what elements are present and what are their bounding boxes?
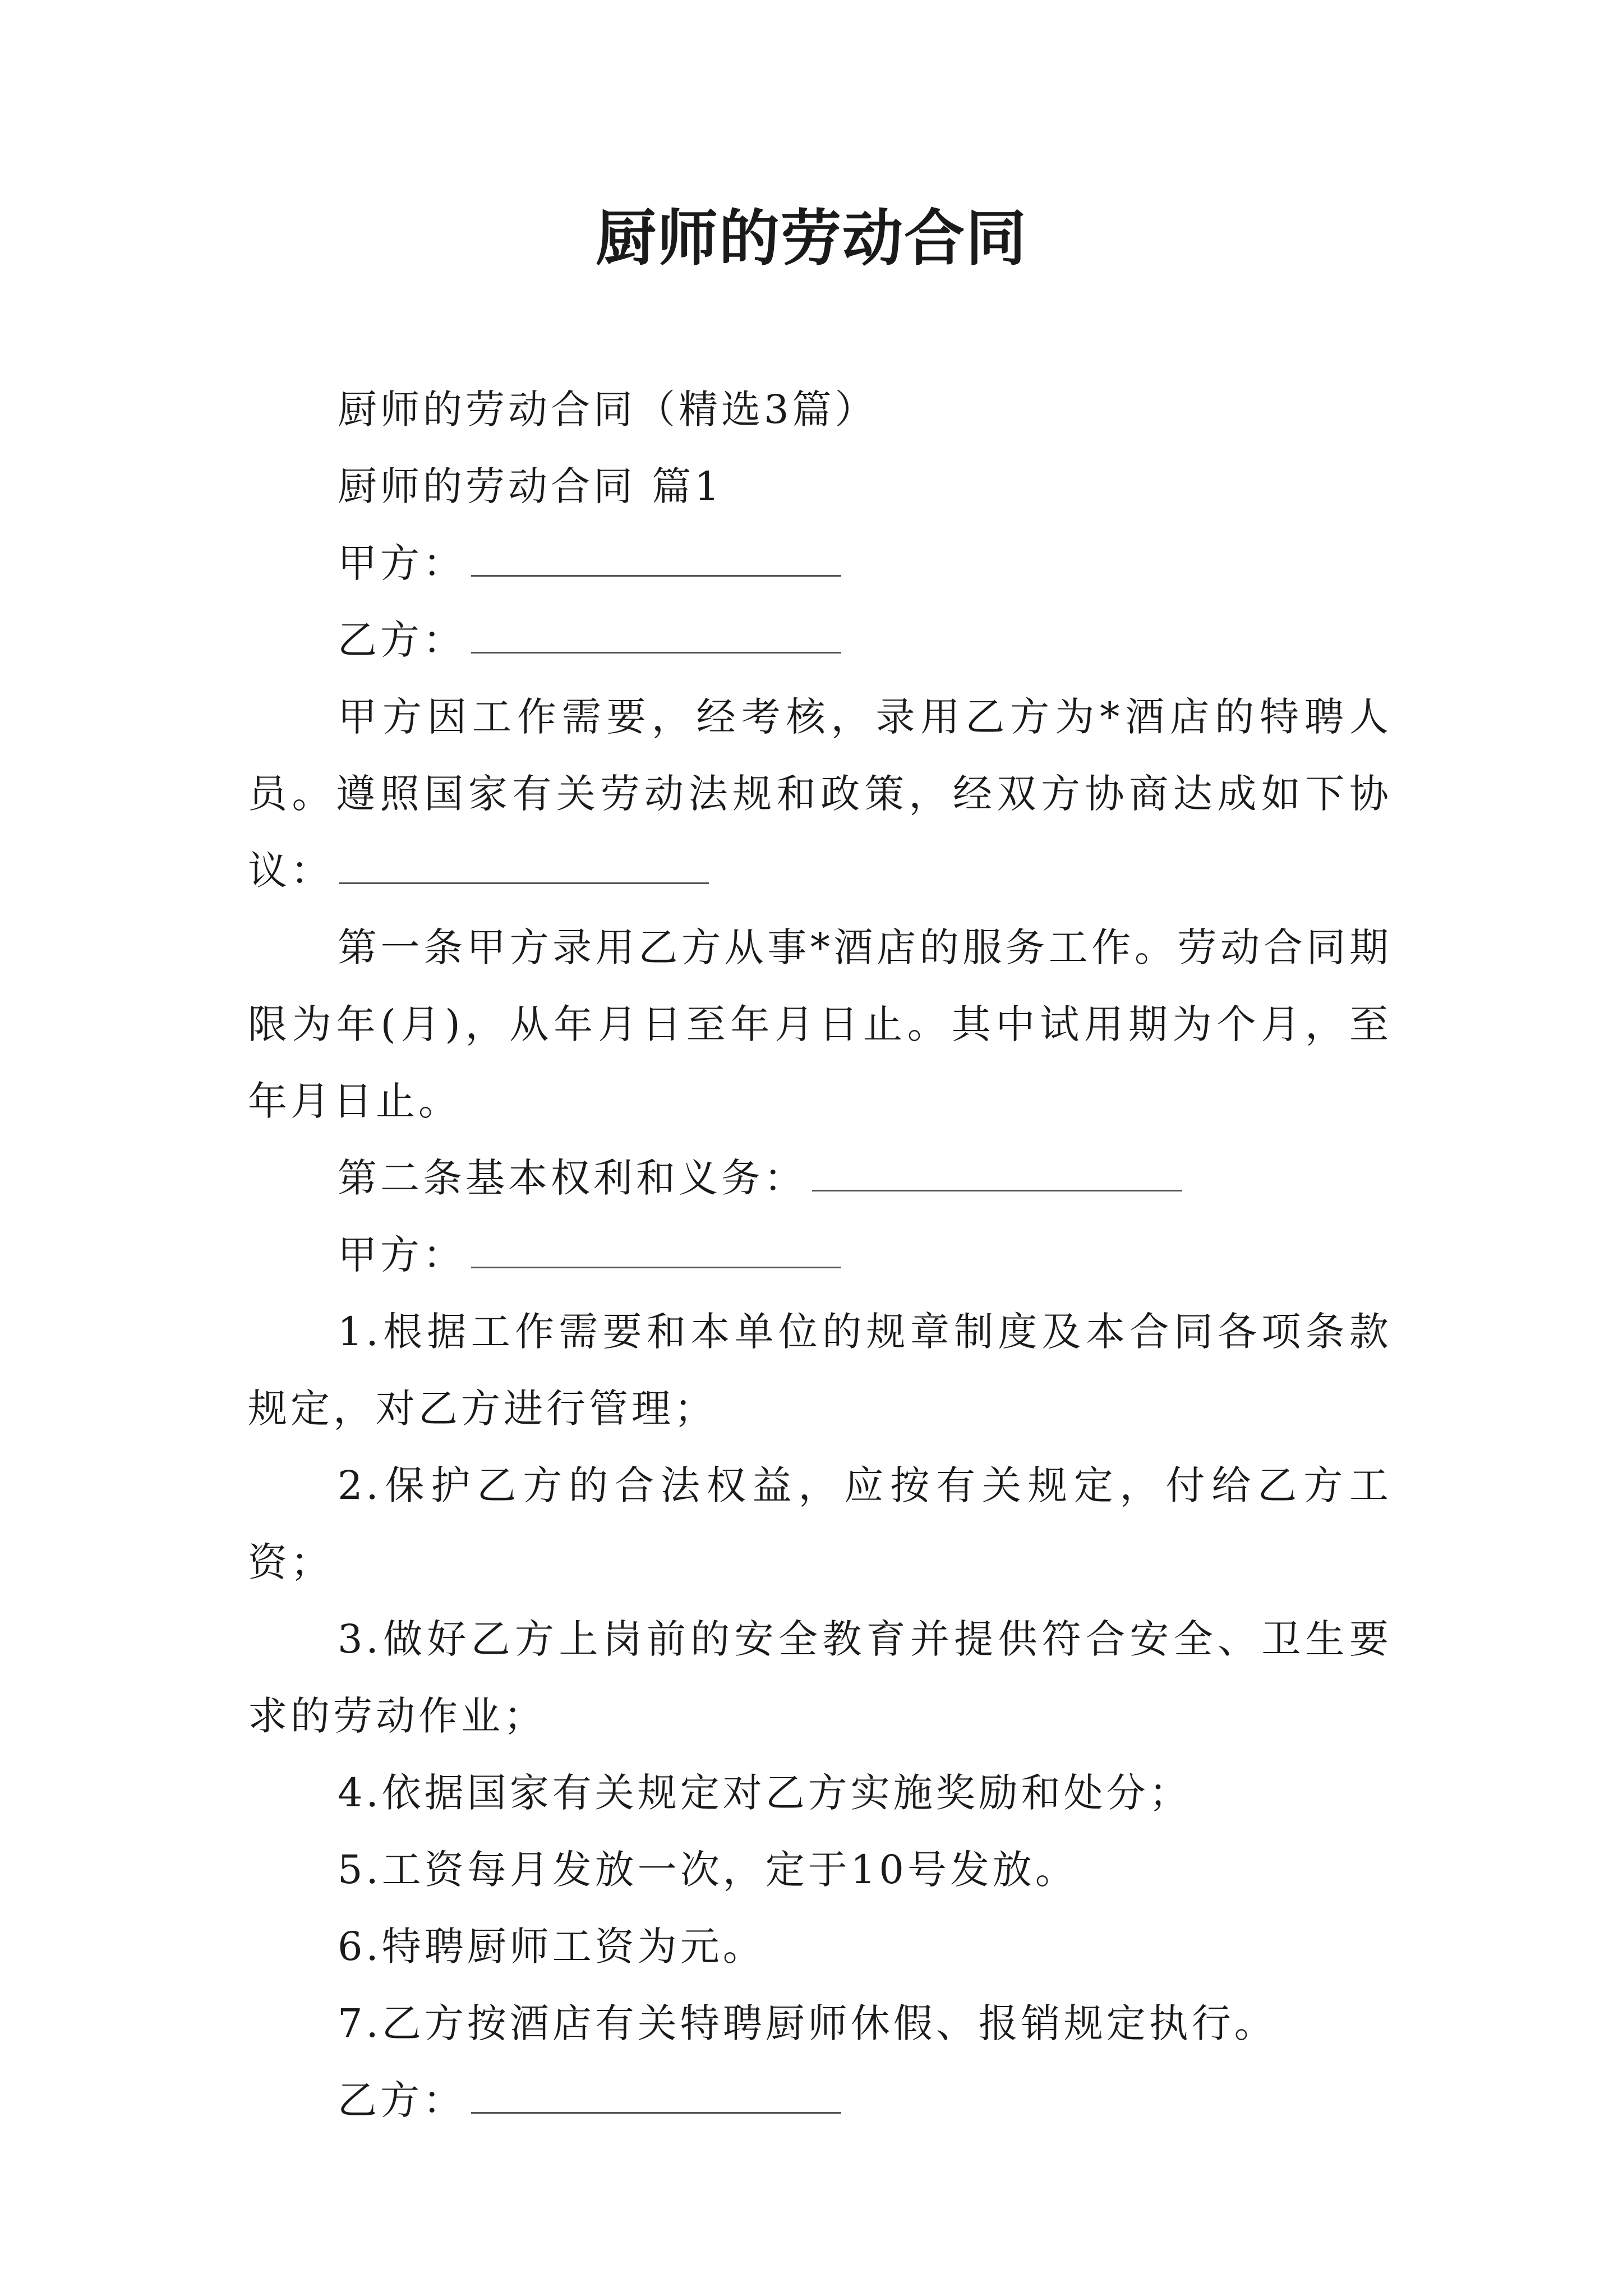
list-item-1: 1.根据工作需要和本单位的规章制度及本合同各项条款规定，对乙方进行管理； bbox=[248, 1309, 1392, 1432]
document-subtitle: 厨师的劳动合同（精选3篇） bbox=[338, 386, 878, 432]
list-item-5: 5.工资每月发放一次，定于10号发放。 bbox=[338, 1847, 1078, 1893]
document-title: 厨师的劳动合同 bbox=[595, 203, 1027, 274]
list-item-7: 7.乙方按酒店有关特聘厨师休假、报销规定执行。 bbox=[338, 2000, 1277, 2046]
party-a-line-2 bbox=[248, 1217, 1392, 1294]
intro-paragraph bbox=[248, 679, 1392, 909]
document-body bbox=[248, 371, 1392, 2139]
intro-blank bbox=[339, 850, 709, 884]
article-2-blank bbox=[812, 1157, 1182, 1191]
party-b-line bbox=[248, 602, 1392, 679]
article-2-line bbox=[248, 1140, 1392, 1217]
party-a-blank-2 bbox=[471, 1234, 841, 1268]
party-b-label: 乙方： bbox=[338, 617, 465, 663]
list-item-3: 3.做好乙方上岗前的安全教育并提供符合安全、卫生要求的劳动作业； bbox=[248, 1616, 1392, 1739]
article-1: 第一条甲方录用乙方从事*酒店的服务工作。劳动合同期限为年(月)，从年月日至年月日止。其中试用期为个月，至年月日止。 bbox=[248, 924, 1392, 1124]
party-b-blank-2 bbox=[471, 2079, 841, 2114]
party-b-blank bbox=[471, 619, 841, 654]
party-a-line bbox=[248, 525, 1392, 602]
party-b-line-2 bbox=[248, 2062, 1392, 2139]
party-a-blank bbox=[471, 542, 841, 577]
intro-text: 甲方因工作需要，经考核，录用乙方为*酒店的特聘人员。遵照国家有关劳动法规和政策，经双方协商达成如下协议： bbox=[248, 694, 1392, 894]
article-2-text: 第二条基本权利和义务： bbox=[338, 1155, 806, 1201]
party-a-label-2: 甲方： bbox=[338, 1232, 465, 1278]
party-a-label: 甲方： bbox=[338, 540, 465, 586]
list-item-2: 2.保护乙方的合法权益，应按有关规定，付给乙方工资； bbox=[248, 1462, 1392, 1585]
section-heading: 厨师的劳动合同 篇1 bbox=[338, 463, 723, 509]
party-b-label-2: 乙方： bbox=[338, 2077, 465, 2123]
list-item-6: 6.特聘厨师工资为元。 bbox=[338, 1924, 766, 1970]
list-item-4: 4.依据国家有关规定对乙方实施奖励和处分； bbox=[338, 1770, 1192, 1816]
